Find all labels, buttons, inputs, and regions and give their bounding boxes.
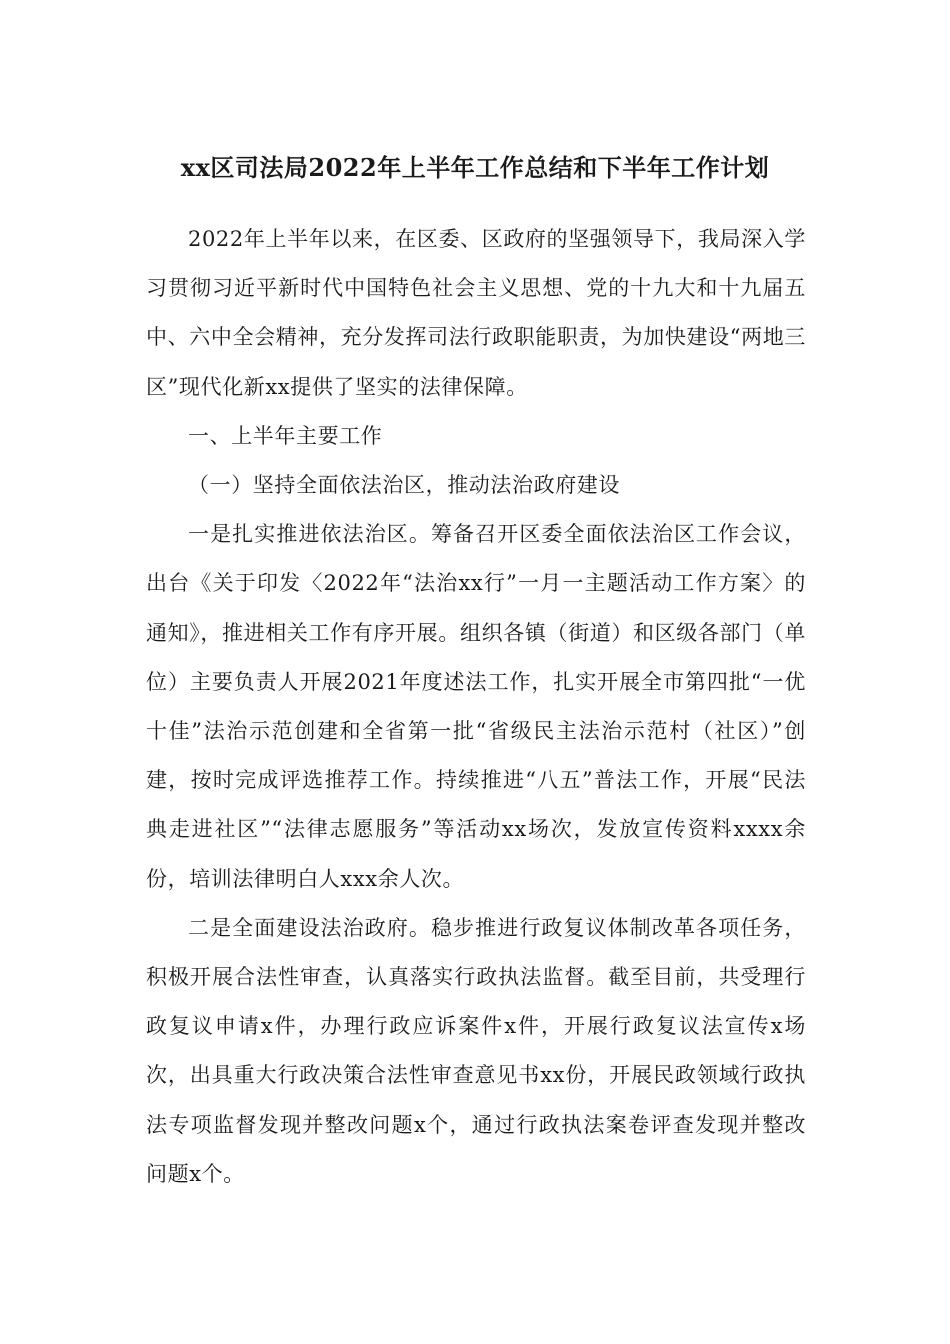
paragraph-law-based-government: 二是全面建设法治政府。稳步推进行政复议体制改革各项任务，积极开展合法性审查，认真落实行政执法监督。截至目前，共受理行政复议申请x件，办理行政应诉案件x件，开展行政复议法宣传x场次，出具重大行政决策合法性审查意见书xx份，开展民政领域行政执法专项监督发现并整改问题x个，通过行政执法案卷评查发现并整改问题x个。 (146, 915, 806, 1186)
subsection-heading: （一）坚持全面依法治区，推动法治政府建设 (188, 473, 620, 498)
document-title: xx区司法局2022年上半年工作总结和下半年工作计划 (180, 153, 770, 182)
section-heading: 一、上半年主要工作 (188, 423, 383, 448)
paragraph-rule-of-law: 一是扎实推进依法治区。筹备召开区委全面依法治区工作会议，出台《关于印发〈2022年“法治xx行”一月一主题活动工作方案〉的通知》，推进相关工作有序开展。组织各镇（街道）和区级各部门（单位）主要负责人开展2021年度述法工作，扎实开展全市第四批“一优十佳”法治示范创建和全省第一批“省级民主法治示范村（社区）”创建，按时完成评选推荐工作。持续推进“八五”普法工作，开展“民法典走进社区”“法律志愿服务”等活动xx场次，发放宣传资料xxxx余份，培训法律明白人xxx余人次。 (146, 522, 806, 891)
document-body (146, 215, 806, 1199)
paragraph-intro: 2022年上半年以来，在区委、区政府的坚强领导下，我局深入学习贯彻习近平新时代中国特色社会主义思想、党的十九大和十九届五中、六中全会精神，充分发挥司法行政职能职责，为加快建设“两地三区”现代化新xx提供了坚实的法律保障。 (146, 227, 806, 399)
